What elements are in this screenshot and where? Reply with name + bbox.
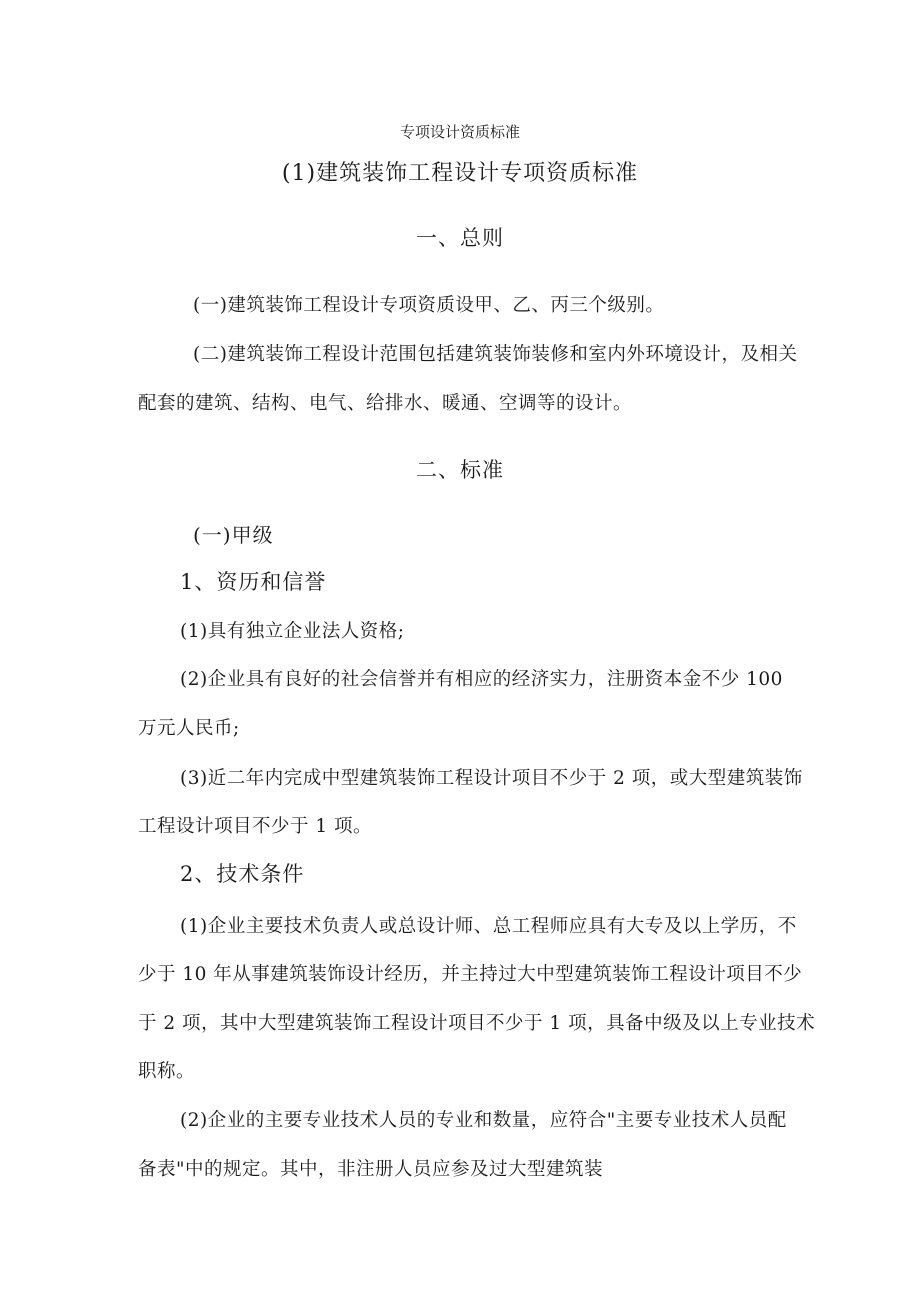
item-projects-line2: 工程设计项目不少于 1 项。 [138,816,373,837]
grade-heading-a: (一)甲级 [193,523,274,547]
paragraph-scope-line1: (二)建筑装饰工程设计范围包括建筑装饰装修和室内外环境设计，及相关 [193,344,798,365]
section-heading-standards: 二、标准 [416,458,504,482]
item-projects-line1: (3)近二年内完成中型建筑装饰工程设计项目不少于 2 项，或大型建筑装饰 [180,768,803,789]
item-staff-line1: (2)企业的主要专业技术人员的专业和数量，应符合"主要专业技术人员配 [180,1110,787,1131]
document-title: (1)建筑装饰工程设计专项资质标准 [281,161,639,186]
paragraph-scope-line2: 配套的建筑、结构、电气、给排水、暖通、空调等的设计。 [138,393,633,414]
item-staff-line2: 备表"中的规定。其中，非注册人员应参及过大型建筑装 [138,1159,604,1180]
subheading-technical: 2、技术条件 [180,862,305,886]
item-tech-lead-line1: (1)企业主要技术负责人或总设计师、总工程师应具有大专及以上学历，不 [180,916,797,937]
section-heading-general: 一、总则 [416,226,504,250]
item-reputation-line1: (2)企业具有良好的社会信誉并有相应的经济实力，注册资本金不少 100 [180,669,783,690]
paragraph-grades: (一)建筑装饰工程设计专项资质设甲、乙、丙三个级别。 [193,295,665,316]
item-legal-entity: (1)具有独立企业法人资格; [180,621,405,642]
item-tech-lead-line2: 少于 10 年从事建筑装饰设计经历，并主持过大中型建筑装饰工程设计项目不少 [138,964,803,985]
item-tech-lead-line3: 于 2 项，其中大型建筑装饰工程设计项目不少于 1 项，具备中级及以上专业技术 [138,1013,816,1034]
subheading-qualification: 1、资历和信誉 [180,570,327,594]
item-reputation-line2: 万元人民币; [138,718,240,739]
document-header: 专项设计资质标准 [399,123,520,141]
item-tech-lead-line4: 职称。 [138,1061,196,1082]
